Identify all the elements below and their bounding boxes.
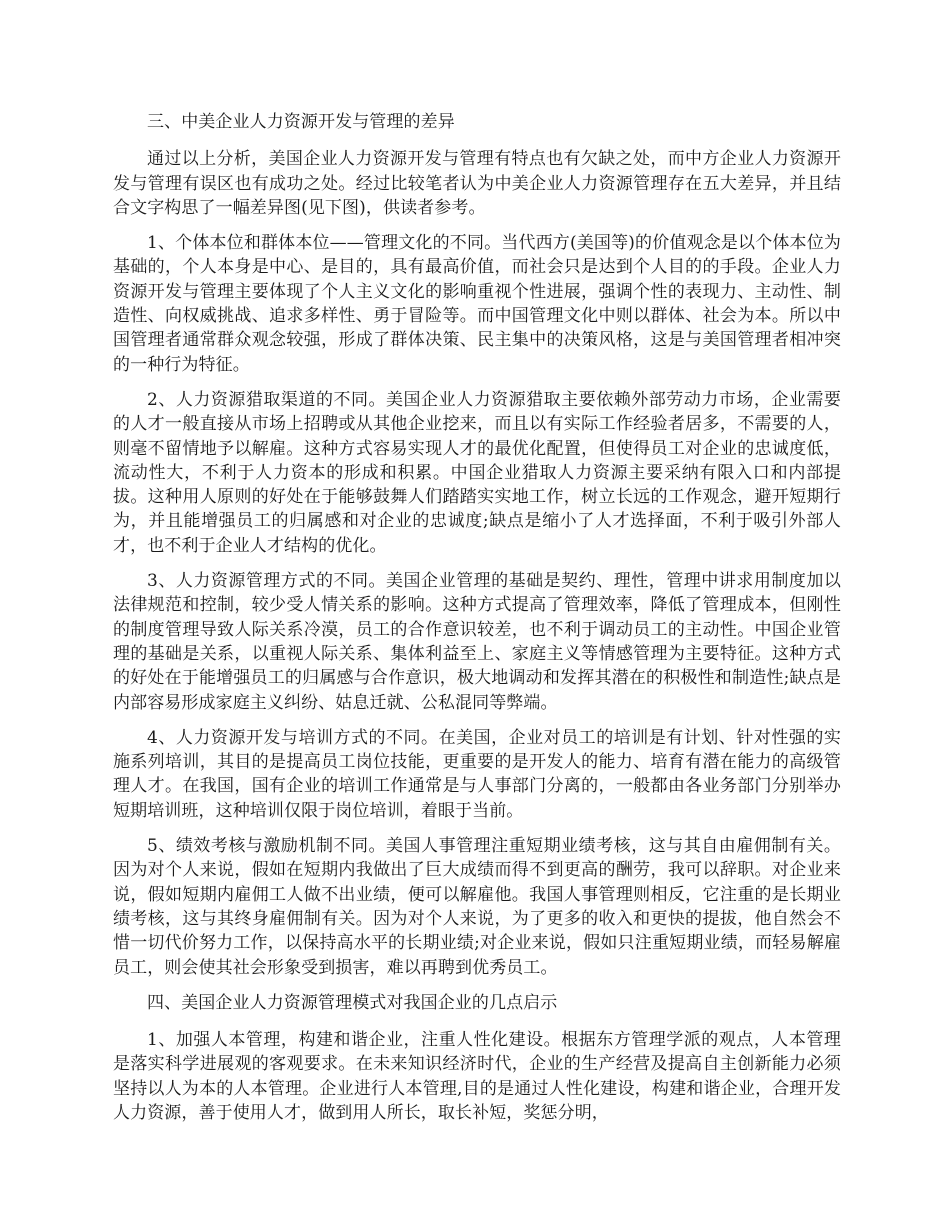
paragraph-difference-3: 3、人力资源管理方式的不同。美国企业管理的基础是契约、理性，管理中讲求用制度加以法律规范和控制，较少受人情关系的影响。这种方式提高了管理效率，降低了管理成本，但刚性的制度管理导致人际关系冷漠，员工的合作意识较差，也不利于调动员工的主动性。中国企业管理的基础是关系，以重视人际关系、集体利益至上、家庭主义等情感管理为主要特征。这种方式的好处在于能增强员工的归属感与合作意识，极大地调动和发挥其潜在的积极性和制造性;缺点是内部容易形成家庭主义纠纷、姑息迁就、公私混同等弊端。 <box>113 571 841 713</box>
paragraph-intro: 通过以上分析，美国企业人力资源开发与管理有特点也有欠缺之处，而中方企业人力资源开发与管理有误区也有成功之处。经过比较笔者认为中美企业人力资源管理存在五大差异，并且结合文字构思了一幅差异图(见下图)，供读者参考。 <box>113 149 841 218</box>
document-page <box>113 110 841 1136</box>
paragraph-difference-2: 2、人力资源猎取渠道的不同。美国企业人力资源猎取主要依赖外部劳动力市场，企业需要的人才一般直接从市场上招聘或从其他企业挖来，而且以有实际工作经验者居多，不需要的人，则毫不留情地予以解雇。这种方式容易实现人才的最优化配置，但使得员工对企业的忠诚度低，流动性大，不利于人力资本的形成和积累。中国企业猎取人力资源主要采纳有限入口和内部提拔。这种用人原则的好处在于能够鼓舞人们踏踏实实地工作，树立长远的工作观念，避开短期行为，并且能增强员工的归属感和对企业的忠诚度;缺点是缩小了人才选择面，不利于吸引外部人才，也不利于企业人才结构的优化。 <box>113 389 841 556</box>
paragraph-difference-1: 1、个体本位和群体本位——管理文化的不同。当代西方(美国等)的价值观念是以个体本位为基础的，个人本身是中心、是目的，具有最高价值，而社会只是达到个人目的的手段。企业人力资源开发与管理主要体现了个人主义文化的影响重视个性进展，强调个性的表现力、主动性、制造性、向权威挑战、追求多样性、勇于冒险等。而中国管理文化中则以群体、社会为本。所以中国管理者通常群众观念较强，形成了群体决策、民主集中的决策风格，这是与美国管理者相冲突的一种行为特征。 <box>113 233 841 375</box>
paragraph-difference-4: 4、人力资源开发与培训方式的不同。在美国，企业对员工的培训是有计划、针对性强的实施系列培训，其目的是提高员工岗位技能，更重要的是开发人的能力、培育有潜在能力的高级管理人才。在我国，国有企业的培训工作通常是与人事部门分离的，一般都由各业务部门分别举办短期培训班，这种培训仅限于岗位培训，着眼于当前。 <box>113 727 841 821</box>
paragraph-insight-1: 1、加强人本管理，构建和谐企业，注重人性化建设。根据东方管理学派的观点，人本管理是落实科学进展观的客观要求。在未来知识经济时代，企业的生产经营及提高自主创新能力必须坚持以人为本的人本管理。企业进行人本管理,目的是通过人性化建设，构建和谐企业，合理开发人力资源，善于使用人才，做到用人所长，取长补短，奖惩分明， <box>113 1030 841 1123</box>
section-heading-3: 三、中美企业人力资源开发与管理的差异 <box>147 112 455 132</box>
section-heading-4: 四、美国企业人力资源管理模式对我国企业的几点启示 <box>147 992 558 1013</box>
paragraph-difference-5: 5、绩效考核与激励机制不同。美国人事管理注重短期业绩考核，这与其自由雇佣制有关。因为对个人来说，假如在短期内我做出了巨大成绩而得不到更高的酬劳，我可以辞职。对企业来说，假如短期内雇佣工人做不出业绩，便可以解雇他。我国人事管理则相反，它注重的是长期业绩考核，这与其终身雇佣制有关。因为对个人来说，为了更多的收入和更快的提拔，他自然会不惜一切代价努力工作，以保持高水平的长期业绩;对企业来说，假如只注重短期业绩，而轻易解雇员工，则会使其社会形象受到损害，难以再聘到优秀员工。 <box>113 836 841 978</box>
